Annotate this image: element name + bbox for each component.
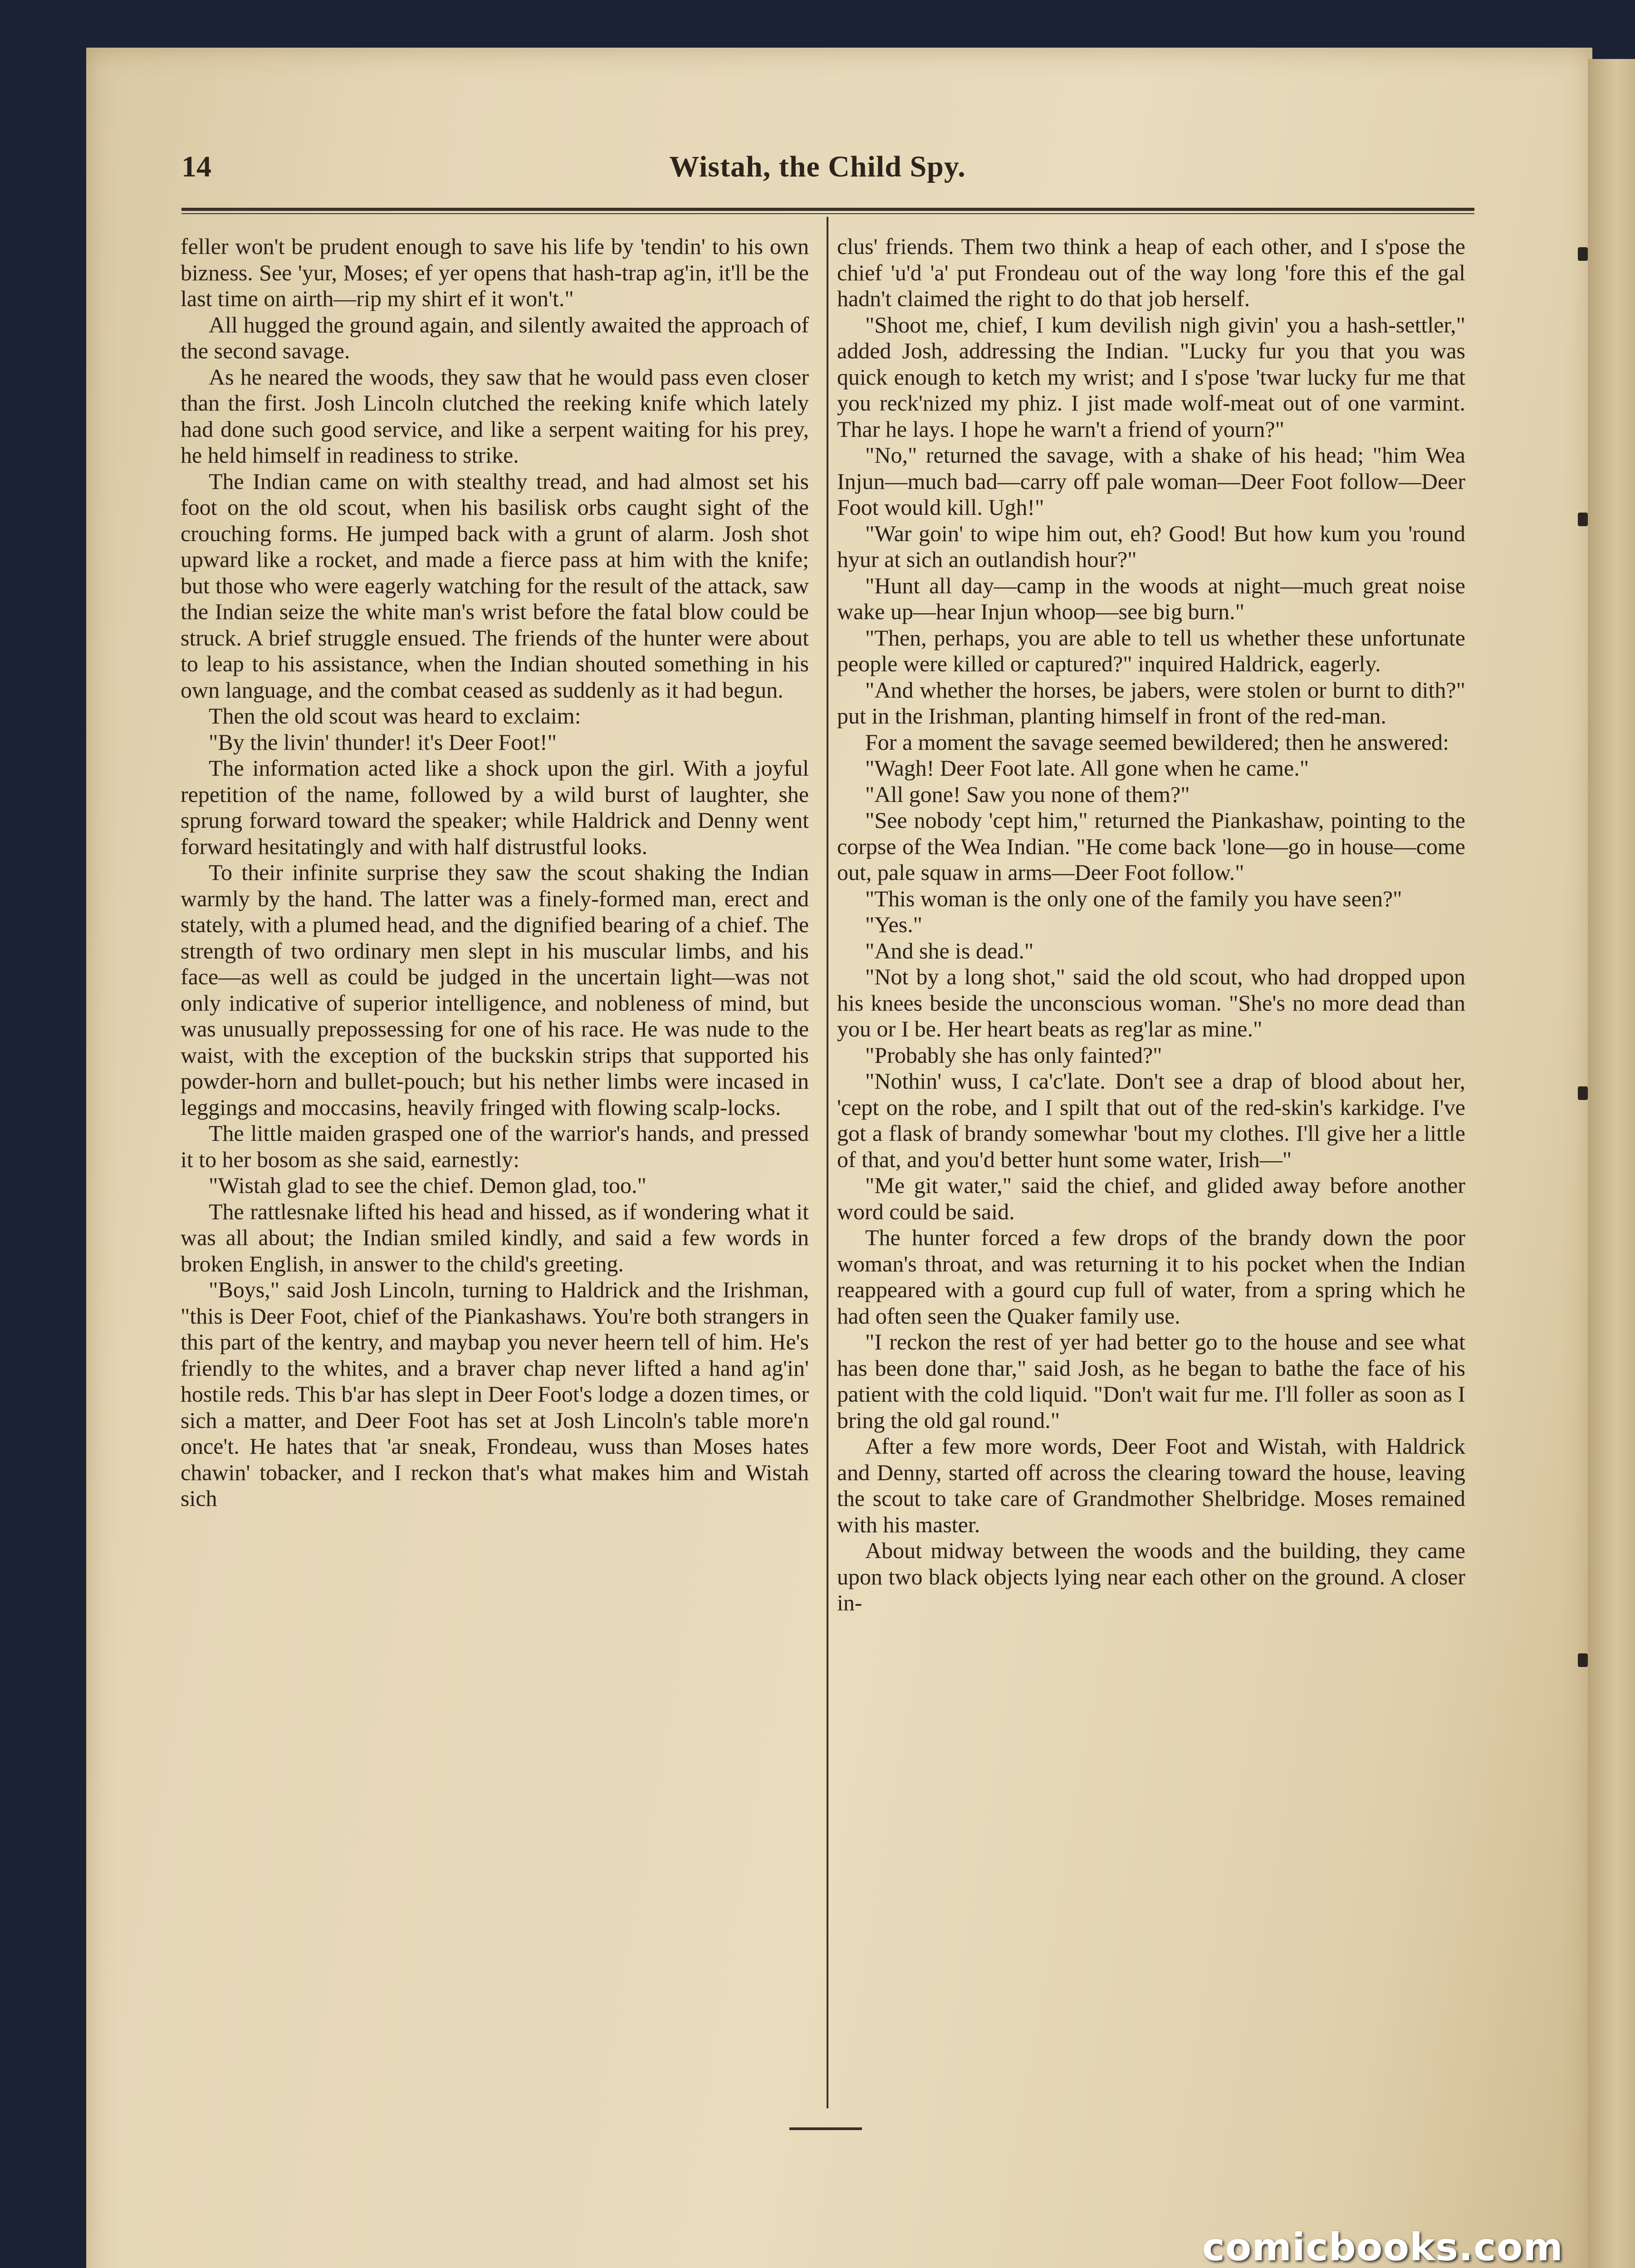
binding-stitch xyxy=(1578,1086,1588,1100)
paragraph: The information acted like a shock upon the girl. With a joyful repetition of the name, followed by a wild burst of laughter, she sprung forward toward the speaker; while Haldrick and Denny went forward hesitatingly and with half distrustful looks. xyxy=(181,755,809,859)
paragraph: feller won't be prudent enough to save his life by 'tendin' to his own bizness. See 'yur, Moses; ef yer opens that hash-trap ag'in, it'll be the last time on airth—rip my shirt ef it won't." xyxy=(181,234,809,311)
paragraph: "Yes." xyxy=(865,912,923,937)
paragraph: The Indian came on with stealthy tread, and had almost set his foot on the old scout, when his basilisk orbs caught sight of the crouching forms. He jumped back with a grunt of alarm. Josh shot upward like a rocket, and made a fierce pass at him with the knife; but those who were eagerly watching for the result of the attack, saw the Indian seize the white man's wrist before the fatal blow could be struck. A brief struggle ensued. The friends of the hunter were about to leap to his assistance, when the Indian shouted something in his own language, and the combat ceased as suddenly as it had begun. xyxy=(181,468,809,703)
paragraph: Then the old scout was heard to exclaim: xyxy=(209,703,581,728)
paragraph: "All gone! Saw you none of them?" xyxy=(865,781,1190,807)
paragraph: "See nobody 'cept him," returned the Piankashaw, pointing to the corpse of the Wea Indian. "He come back 'lone—go in house—come out, pale squaw in arms—Deer Foot follow." xyxy=(837,807,1465,885)
header-rule-thin xyxy=(181,213,1474,214)
paragraph: "Then, perhaps, you are able to tell us whether these unfortunate people were killed or captured?" inquired Haldrick, eagerly. xyxy=(837,625,1465,676)
paragraph: "Wagh! Deer Foot late. All gone when he came." xyxy=(865,755,1309,781)
binding-stitch xyxy=(1578,1653,1588,1667)
paragraph: As he neared the woods, they saw that he would pass even closer than the first. Josh Lincoln clutched the reeking knife which lately had done such good service, and like a serpent waiting for his prey, he held himself in readiness to strike. xyxy=(181,364,809,468)
paragraph: About midway between the woods and the building, they came upon two black objects lying near each other on the ground. A closer in- xyxy=(837,1538,1465,1615)
watermark: comicbooks.com xyxy=(1202,2225,1563,2268)
paragraph: "By the livin' thunder! it's Deer Foot!" xyxy=(209,729,557,755)
paragraph: "Nothin' wuss, I ca'c'late. Don't see a drap of blood about her, 'cept on the robe, and I spilt that out of the red-skin's karkidge. I've got a flask of brandy somewhar 'bout my clothes. I'll give her a little of that, and you'd better hunt some water, Irish—" xyxy=(837,1068,1465,1172)
running-title: Wistah, the Child Spy. xyxy=(669,150,966,183)
binding-stitch xyxy=(1578,247,1588,261)
paragraph: "And whether the horses, be jabers, were stolen or burnt to dith?" put in the Irishman, planting himself in front of the red-man. xyxy=(837,677,1465,728)
column-divider xyxy=(827,217,828,2108)
right-column xyxy=(837,234,1465,1616)
paragraph: "Shoot me, chief, I kum devilish nigh givin' you a hash-settler," added Josh, addressing the Indian. "Lucky fur you that you was quick enough to ketch my wrist; and I s'pose 'twar lucky fur me that you reck'nized my phiz. I jist made wolf-meat out of one varmint. Thar he lays. I hope he warn't a friend of yourn?" xyxy=(837,312,1465,442)
paragraph: clus' friends. Them two think a heap of each other, and I s'pose the chief 'u'd 'a' put Frondeau out of the way long 'fore this ef the gal hadn't claimed the right to do that job herself. xyxy=(837,234,1465,311)
paragraph: The hunter forced a few drops of the brandy down the poor woman's throat, and was returning it to his pocket when the Indian reappeared with a gourd cup full of water, from a spring which he had often seen the Quaker family use. xyxy=(837,1225,1465,1329)
facing-page-edge xyxy=(1588,59,1635,2268)
paragraph: "Wistah glad to see the chief. Demon glad, too." xyxy=(209,1173,646,1198)
paragraph: The rattlesnake lifted his head and hissed, as if wondering what it was all about; the Indian smiled kindly, and said a few words in broken English, in answer to the child's greeting. xyxy=(181,1198,809,1276)
paragraph: "Not by a long shot," said the old scout, who had dropped upon his knees beside the unconscious woman. "She's no more dead than you or I be. Her heart beats as reg'lar as mine." xyxy=(837,964,1465,1041)
paragraph: "And she is dead." xyxy=(865,938,1034,963)
paragraph: "No," returned the savage, with a shake of his head; "him Wea Injun—much bad—carry off pale woman—Deer Foot follow—Deer Foot would kill. Ugh!" xyxy=(837,442,1465,520)
paragraph: The little maiden grasped one of the warrior's hands, and pressed it to her bosom as she said, earnestly: xyxy=(181,1120,809,1172)
footer-rule xyxy=(789,2127,862,2130)
paragraph: "This woman is the only one of the family you have seen?" xyxy=(865,885,1402,911)
paragraph: "Probably she has only fainted?" xyxy=(865,1042,1162,1068)
paragraph: "I reckon the rest of yer had better go to the house and see what has been done thar," said Josh, as he began to bathe the face of his patient with the cold liquid. "Don't wait fur me. I'll foller as soon as I bring the old gal round." xyxy=(837,1329,1465,1433)
binding-stitch xyxy=(1578,513,1588,526)
page-number: 14 xyxy=(181,150,211,183)
paragraph: To their infinite surprise they saw the scout shaking the Indian warmly by the hand. The latter was a finely-formed man, erect and stately, with a plumed head, and the dignified bearing of a chief. The strength of two ordinary men slept in his muscular limbs, and his face—as well as could be judged in the uncertain light—was not only indicative of superior intelligence, and nobleness of mind, but was unusually prepossessing for one of his race. He was nude to the waist, with the exception of the buckskin strips that supported his powder-horn and bullet-pouch; but his nether limbs were incased in leggings and moccasins, heavily fringed with flowing scalp-locks. xyxy=(181,860,809,1120)
paragraph: "Hunt all day—camp in the woods at night—much great noise wake up—hear Injun whoop—see big burn." xyxy=(837,572,1465,624)
paragraph: "War goin' to wipe him out, eh? Good! But how kum you 'round hyur at sich an outlandish hour?" xyxy=(837,520,1465,572)
header-rule xyxy=(181,208,1474,211)
paragraph: "Me git water," said the chief, and glided away before another word could be said. xyxy=(837,1173,1465,1224)
paragraph: For a moment the savage seemed bewildered; then he answered: xyxy=(865,729,1449,755)
paragraph: All hugged the ground again, and silently awaited the approach of the second savage. xyxy=(181,312,809,363)
paragraph: "Boys," said Josh Lincoln, turning to Haldrick and the Irishman, "this is Deer Foot, chief of the Piankashaws. You're both strangers in this part of the kentry, and maybap you never heern tell of him. He's friendly to the whites, and a braver chap never lifted a hand ag'in' hostile reds. This b'ar has slept in Deer Foot's lodge a dozen times, or sich a matter, and Deer Foot has set at Josh Lincoln's table more'n once't. He hates that 'ar sneak, Frondeau, wuss than Moses hates chawin' tobacker, and I reckon that's what makes him and Wistah sich xyxy=(181,1277,809,1511)
left-column xyxy=(181,234,809,1512)
paragraph: After a few more words, Deer Foot and Wistah, with Haldrick and Denny, started off across the clearing toward the house, leaving the scout to take care of Grandmother Shelbridge. Moses remained with his master. xyxy=(837,1433,1465,1537)
